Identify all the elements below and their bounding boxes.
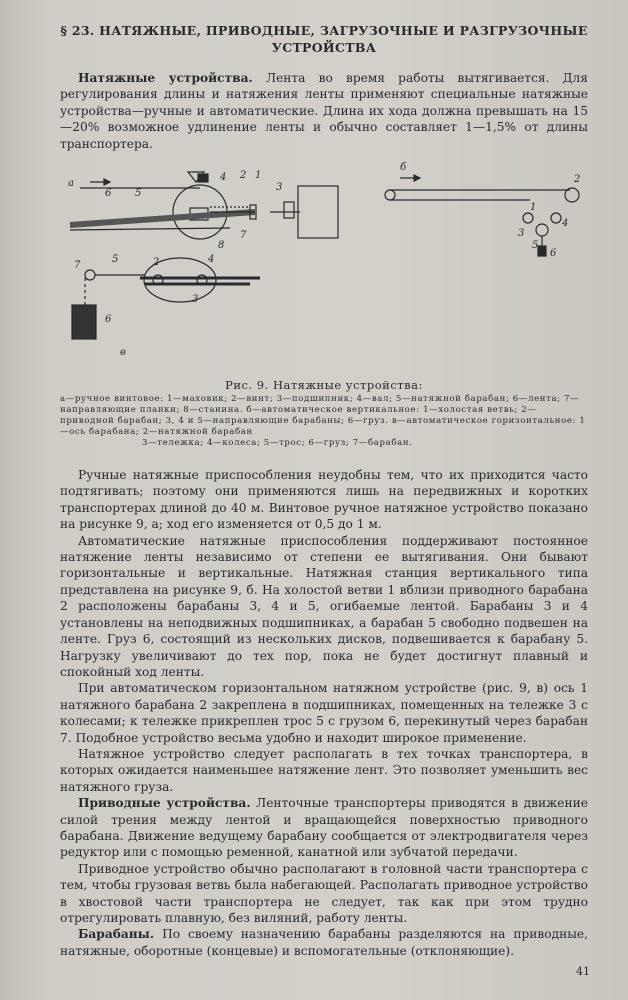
- section-heading: § 23. НАТЯЖНЫЕ, ПРИВОДНЫЕ, ЗАГРУЗОЧНЫЕ И РАЗГРУЗОЧНЫЕ УСТРОЙСТВА: [60, 23, 588, 55]
- label-a: а: [68, 178, 74, 190]
- drum-5-b: [536, 224, 548, 236]
- label-a-7: 7: [240, 230, 247, 242]
- intro-text: Лента во время работы вытягивается. Для регулирования длины и натяжения ленты применяют специальные натяжные устройства—ручные и автоматические. Длина их хода должна превышать на 15—20% возможное удлинение ленты и обычно составляет 1—1,5% от длины транспортера.: [60, 71, 588, 151]
- paragraph-horizontal: При автоматическом горизонтальном натяжном устройстве (рис. 9, в) ось 1 натяжного барабана 2 закреплена в подшипниках, помещенных на тележке 3 с колесами; к тележке прикреплен трос 5 с грузом 6, перекинутый через барабан 7. Подобное устройство весьма удобно и находит широкое применение.: [60, 681, 588, 745]
- label-b-5: 5: [532, 240, 539, 252]
- paragraph-manual: Ручные натяжные приспособления неудобны тем, что их приходится часто подтягивать; поэтому они применяются лишь на передвижных и коротких транспортерах длиной до 40 м. Винтовое ручное натяжное устройство показано на рисунке 9, а; ход его изменяется от 0,5 до 1 м.: [60, 468, 588, 532]
- drum-4-b: [551, 213, 561, 223]
- paragraph-placement: Натяжное устройство следует располагать в тех точках транспортера, в которых ожидается наименьшее натяжение лент. Это позволяет уменьшить вес натяжного груза.: [60, 746, 588, 794]
- label-v-6: 6: [105, 314, 112, 326]
- pulley-v: [85, 270, 95, 280]
- label-b-6: 6: [550, 248, 557, 260]
- label-v-4: 4: [208, 254, 215, 266]
- label-a-1: 1: [255, 170, 262, 182]
- label-v-7: 7: [74, 260, 81, 272]
- label-a-6: 6: [105, 188, 112, 200]
- label-a-8: 8: [218, 240, 225, 252]
- figure-drawing: [50, 160, 581, 372]
- figure-caption-title: Рис. 9. Натяжные устройства:: [225, 378, 423, 393]
- caption-body-line1: а—ручное винтовое: 1—маховик; 2—винт; 3—подшипник; 4—вал; 5—натяжной барабан; 6—лента; 7—направляющие планки; 8—станина. б—автоматическое вертикальное: 1—холостая ветвь; 2—приводной барабан; 3, 4 и 5—направляющие барабаны; 6—груз. в—автоматическое горизонтальное: 1—ось барабана; 2—натяжной барабан: [60, 394, 586, 438]
- weight-b: [538, 246, 546, 256]
- label-v-5: 5: [112, 254, 119, 266]
- label-b-2: 2: [574, 174, 581, 186]
- label-b: б: [400, 162, 407, 174]
- drum-side: [298, 186, 338, 238]
- label-a-4: 4: [220, 172, 227, 184]
- drives-paragraph: [60, 795, 588, 861]
- paragraph-automatic: Автоматические натяжные приспособления поддерживают постоянное натяжение ленты независимо от степени ее вытягивания. Они бывают горизонтальные и вертикальные. Натяжная станция вертикального типа представлена на рисунке 9, б. На холостой ветви 1 вблизи приводного барабана 2 расположены барабаны 3, 4 и 5, огибаемые лентой. Барабаны 3 и 4 установлены на неподвижных подшипниках, а барабан 5 свободно подвешен на ленте. Груз 6, состоящий из нескольких дисков, подвешивается к барабану 5. Нагрузку увеличивают до тех пор, пока не будет достигнут плавный и спокойный ход ленты.: [60, 533, 588, 679]
- intro-paragraph: [60, 70, 588, 152]
- label-a-3: 3: [276, 182, 283, 194]
- drum-3-b: [523, 213, 533, 223]
- caption-body-line2: 3—тележка; 4—колеса; 5—трос; 6—груз; 7—барабан.: [142, 438, 413, 449]
- label-b-3: 3: [518, 228, 525, 240]
- bearing-side: [284, 202, 294, 218]
- label-v-2: 2: [153, 257, 160, 269]
- label-b-4: 4: [562, 218, 569, 230]
- drives-text: Ленточные транспортеры приводятся в движение силой трения между лентой и вращающейся поверхностью приводного барабана. Движение ведущему барабану сообщается от электродвигателя через редуктор или с помощью ременной, канатной или зубчатой передачи.: [60, 796, 588, 860]
- drums-text: По своему назначению барабаны разделяются на приводные, натяжные, оборотные (концевые) и вспомогательные (отклоняющие).: [60, 927, 588, 958]
- label-b-1: 1: [530, 202, 537, 214]
- label-a-2: 2: [240, 170, 247, 182]
- figure-tensioners: [50, 160, 581, 372]
- drives-lead: Приводные устройства.: [78, 796, 251, 811]
- figure-caption-body: [60, 394, 588, 449]
- weight-v: [72, 305, 96, 339]
- intro-lead: Натяжные устройства.: [78, 71, 253, 85]
- label-v: в: [120, 347, 126, 359]
- drives-paragraph-2: Приводное устройство обычно располагают в головной части транспортера с тем, чтобы грузовая ветвь была набегающей. Располагать приводное устройство в хвостовой части транспортера не следует, так как при этом трудно отрегулировать плавную, без виляний, работу ленты.: [60, 861, 588, 925]
- label-v-3: 3: [192, 294, 199, 306]
- drums-paragraph: [60, 926, 588, 959]
- drums-lead: Барабаны.: [78, 927, 155, 942]
- spacer: [60, 449, 588, 467]
- drive-drum-b: [565, 188, 579, 202]
- page-number: 41: [576, 965, 590, 978]
- frame-lower-a: [70, 228, 230, 230]
- label-a-5: 5: [135, 188, 142, 200]
- drum-tail-b: [385, 190, 395, 200]
- frame-rail-a: [70, 212, 255, 225]
- arrow-head-b: [414, 175, 420, 181]
- arrow-head-a: [104, 179, 110, 185]
